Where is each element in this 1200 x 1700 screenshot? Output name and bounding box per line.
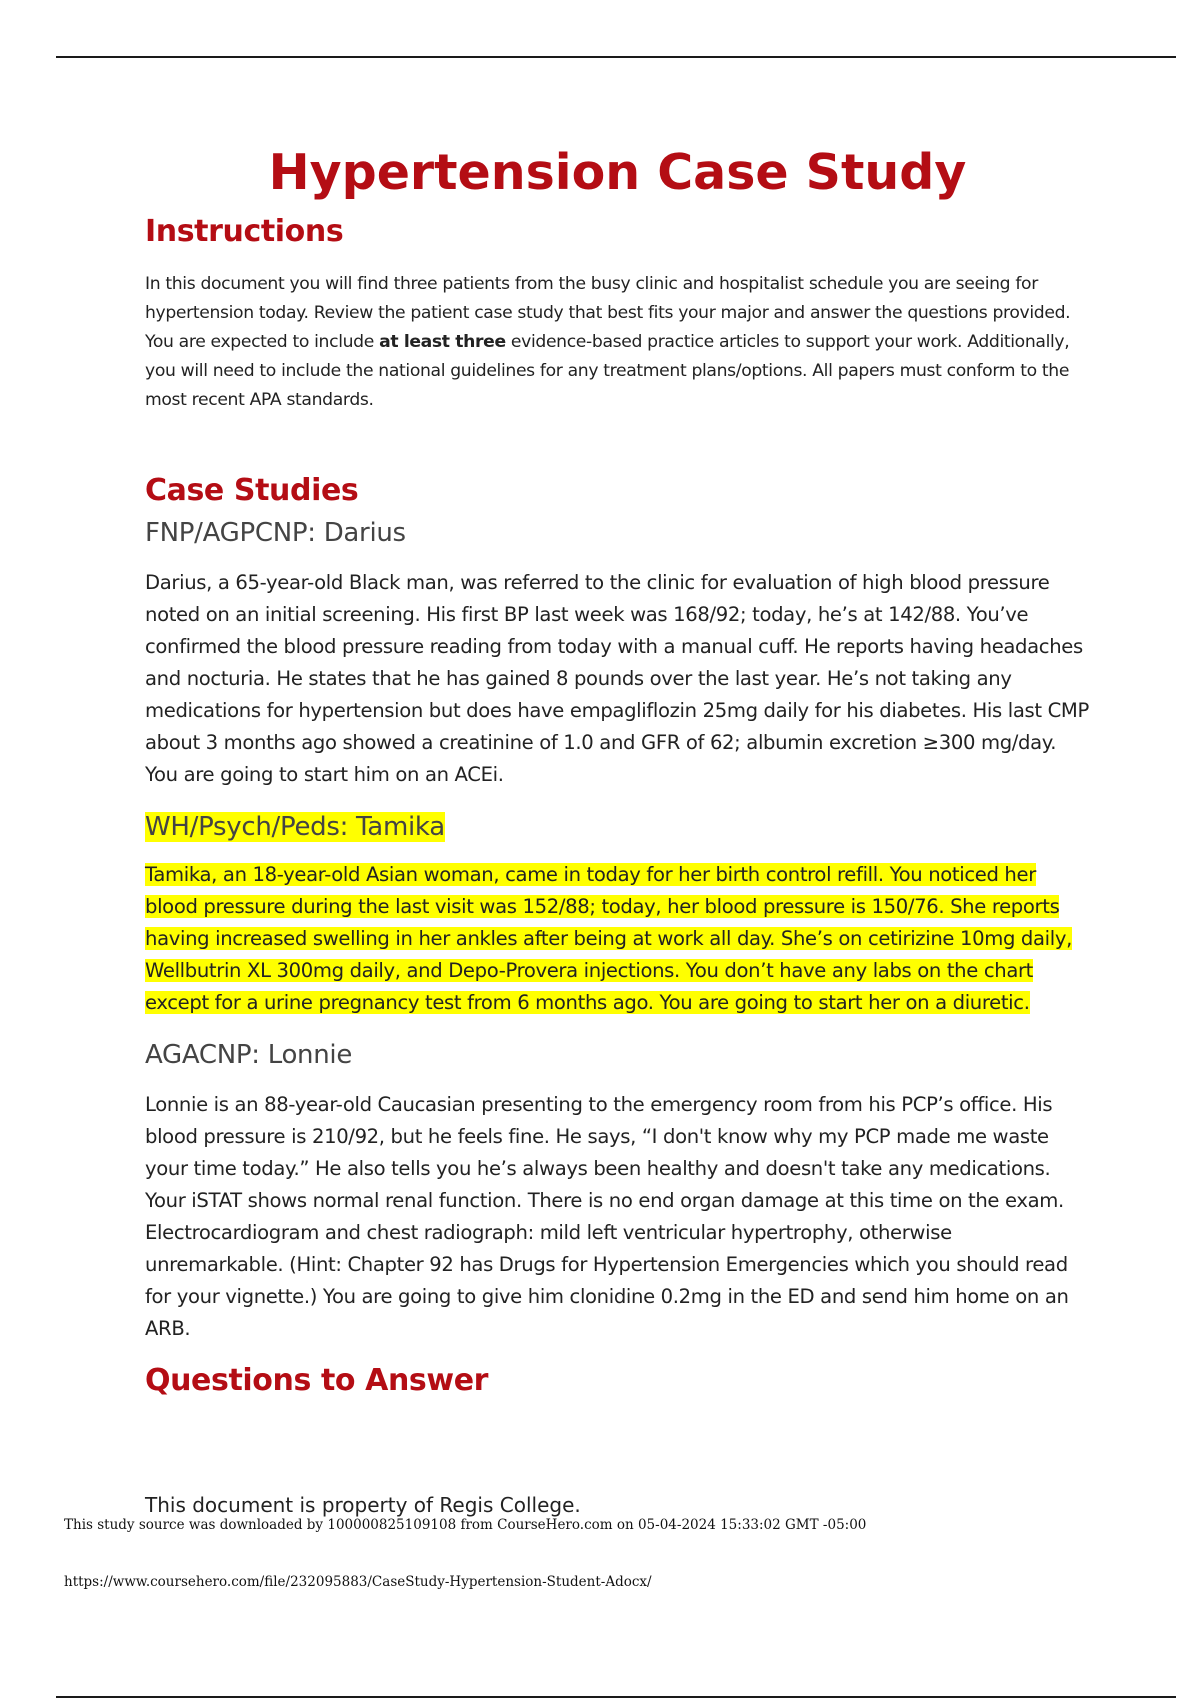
instructions-text: [145, 270, 1090, 415]
instructions-text-part2: evidence-based practice articles to support your work. Additionally, you will need to include the national guidelines for any treatment plans/options. All papers must conform to the most recent APA standards.: [145, 332, 1070, 410]
case-lonnie-text: Lonnie is an 88-year-old Caucasian presenting to the emergency room from his PCP’s office. His blood pressure is 210/92, but he feels fine. He says, “I don't know why my PCP made me waste your time today.” He also tells you he’s always been healthy and doesn't take any medications. Your iSTAT shows normal renal function. There is no end organ damage at this time on the exam. Electrocardiogram and chest radiograph: mild left ventricular hypertrophy, otherwise unremarkable. (Hint: Chapter 92 has Drugs for Hypertension Emergencies which you should read for your vignette.) You are going to give him clonidine 0.2mg in the ED and send him home on an ARB.: [145, 1093, 1069, 1340]
case-darius-text: Darius, a 65-year-old Black man, was referred to the clinic for evaluation of high blood pressure noted on an initial screening. His first BP last week was 168/92; today, he’s at 142/88. You’ve confirmed the blood pressure reading from today with a manual cuff. He reports having headaches and nocturia. He states that he has gained 8 pounds over the last year. He’s not taking any medications for hypertension but does have empagliflozin 25mg daily for his diabetes. His last CMP about 3 months ago showed a creatinine of 1.0 and GFR of 62; albumin excretion ≥300 mg/day. You are going to start him on an ACEi.: [145, 571, 1089, 786]
top-rule: [56, 56, 1176, 58]
instructions-text-part1: In this document you will find three patients from the busy clinic and hospitalist schedule you are seeing for hypertension today. Review the patient case study that best fits your major and answer the questions provided. You are expected to include: [145, 274, 1071, 352]
download-note: This study source was downloaded by 100000825109108 from CourseHero.com on 05-04-2024 15:33:02 GMT -05:00: [64, 1517, 867, 1533]
document-title: Hypertension Case Study: [268, 144, 967, 201]
bottom-rule: [56, 1696, 1176, 1698]
case-tamika-text: [145, 859, 1090, 1019]
download-url-link[interactable]: https://www.coursehero.com/file/232095883/CaseStudy-Hypertension-Student-Adocx/: [64, 1574, 652, 1590]
document-page: [145, 140, 1090, 1401]
property-note: This document is property of Regis College.: [145, 1493, 581, 1517]
instructions-heading: Instructions: [145, 214, 344, 249]
case-tamika-heading: [145, 809, 1090, 845]
case-tamika-text-highlight: Tamika, an 18-year-old Asian woman, came in today for her birth control refill. You noticed her blood pressure during the last visit was 152/88; today, her blood pressure is 150/76. She reports having increased swelling in her ankles after being at work all day. She’s on cetirizine 10mg daily, Wellbutrin XL 300mg daily, and Depo-Provera injections. You don’t have any labs on the chart except for a urine pregnancy test from 6 months ago. You are going to start her on a diuretic.: [145, 863, 1072, 1014]
questions-heading: Questions to Answer: [145, 1363, 489, 1398]
case-lonnie-heading: AGACNP: Lonnie: [145, 1040, 353, 1070]
case-darius-heading: FNP/AGPCNP: Darius: [145, 518, 406, 548]
case-tamika-heading-highlight: WH/Psych/Peds: Tamika: [145, 812, 445, 842]
case-studies-heading: Case Studies: [145, 473, 359, 508]
instructions-text-bold: at least three: [379, 332, 506, 352]
